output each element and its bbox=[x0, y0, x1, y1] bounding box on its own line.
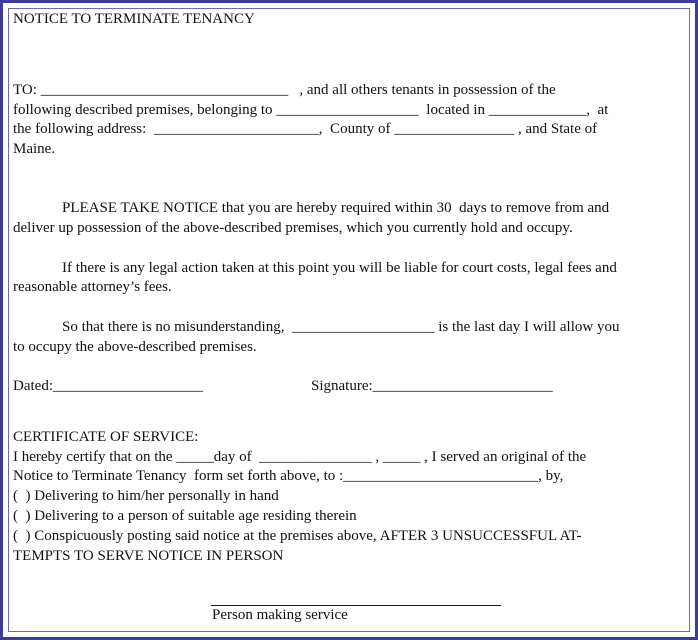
certificate-line-2: Notice to Terminate Tenancy form set forth above, to :__________________________, by, bbox=[13, 468, 564, 485]
service-option-personal[interactable]: ( ) Delivering to him/her personally in hand bbox=[13, 488, 279, 505]
notice-line-2: deliver up possession of the above-described premises, which you currently hold and occupy. bbox=[13, 219, 573, 236]
signature-field[interactable]: Signature:________________________ bbox=[311, 377, 553, 394]
service-signature-line[interactable] bbox=[211, 605, 501, 606]
certificate-of-service bbox=[13, 428, 681, 567]
address-block bbox=[13, 81, 681, 160]
address-line-1: TO: _________________________________ , and all others tenants in possession of the bbox=[13, 81, 556, 98]
certificate-line-1: I hereby certify that on the _____day of _______________ , _____ , I served an original of the bbox=[13, 448, 587, 465]
service-option-posting-2: TEMPTS TO SERVE NOTICE IN PERSON bbox=[13, 547, 284, 564]
notice-title: NOTICE TO TERMINATE TENANCY bbox=[13, 11, 255, 27]
person-making-service-label: Person making service bbox=[212, 607, 348, 623]
legal-line-2: reasonable attorney’s fees. bbox=[13, 279, 172, 296]
legal-paragraph bbox=[13, 259, 681, 299]
service-option-suitable-person[interactable]: ( ) Delivering to a person of suitable age residing therein bbox=[13, 507, 357, 524]
last-day-line-1: So that there is no misunderstanding, ___________________ is the last day I will allow you bbox=[62, 319, 620, 336]
notice-document bbox=[13, 10, 681, 566]
service-option-posting-1[interactable]: ( ) Conspicuously posting said notice at the premises above, AFTER 3 UNSUCCESSFUL AT- bbox=[13, 527, 582, 544]
last-day-paragraph bbox=[13, 318, 681, 358]
notice-line-1: PLEASE TAKE NOTICE that you are hereby required within 30 days to remove from and bbox=[62, 199, 610, 216]
last-day-line-2: to occupy the above-described premises. bbox=[13, 338, 257, 355]
certificate-heading: CERTIFICATE OF SERVICE: bbox=[13, 428, 199, 445]
address-line-4: Maine. bbox=[13, 141, 56, 158]
dated-field[interactable]: Dated:____________________ bbox=[13, 377, 203, 394]
address-line-3: the following address: ______________________, County of ________________ , and State of bbox=[13, 121, 598, 138]
notice-paragraph bbox=[13, 199, 681, 239]
legal-line-1: If there is any legal action taken at this point you will be liable for court costs, legal fees and bbox=[62, 259, 617, 276]
address-line-2: following described premises, belonging to ___________________ located in _____________, at bbox=[13, 101, 609, 118]
dated-signature-row bbox=[13, 377, 681, 397]
